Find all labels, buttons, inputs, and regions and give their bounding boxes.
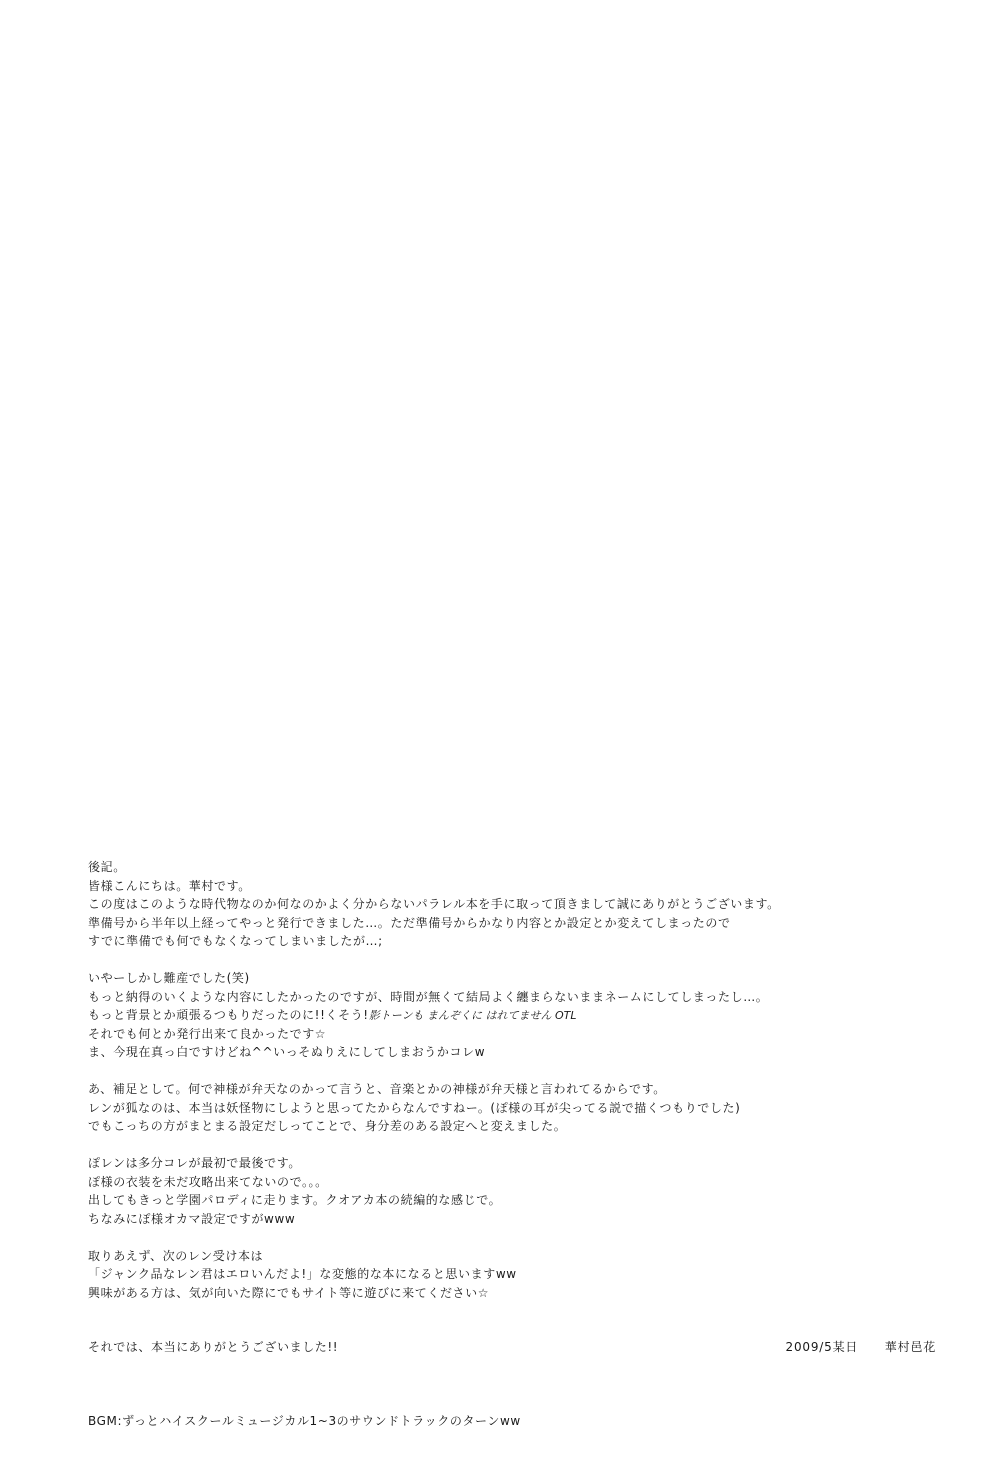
afterword-line: でもこっちの方がまとまる設定だしってことで、身分差のある設定へと変えました。	[88, 1119, 567, 1133]
paragraph-gap	[88, 951, 848, 970]
afterword-line: 「ジャンク品なレン君はエロいんだよ!」な変態的な本になると思いますww	[88, 1267, 517, 1281]
closing-row	[88, 1338, 936, 1358]
signature	[786, 1338, 936, 1355]
afterword-line: もっと納得のいくような内容にしたかったのですが、時間が無くて結局よく纏まらないままネームにしてしまったし…。	[88, 989, 769, 1004]
paragraph-gap	[88, 1228, 848, 1247]
afterword-line: レンが狐なのは、本当は妖怪物にしようと思ってたからなんですねー。(ぽ様の耳が尖ってる説で描くつもりでした)	[88, 1100, 741, 1115]
afterword-line: すでに準備でも何でもなくなってしまいましたが…;	[88, 934, 383, 948]
paragraph-gap	[88, 1136, 848, 1155]
afterword-line: ぽ様の衣装を未だ攻略出来てないので。。。	[88, 1174, 328, 1189]
afterword-line: 出してもきっと学園パロディに走ります。クオアカ本の続編的な感じで。	[88, 1193, 502, 1207]
signature-name: 華村邑花	[884, 1340, 936, 1354]
signature-date: 2009/5某日	[785, 1340, 859, 1354]
afterword-line: この度はこのような時代物なのか何なのかよく分からないパラレル本を手に取って頂きまして誠にありがとうございます。	[88, 897, 780, 911]
afterword-line: ぽレンは多分コレが最初で最後です。	[88, 1156, 301, 1170]
afterword-line: 皆様こんにちは。華村です。	[88, 878, 251, 893]
afterword-heading: 後記。	[88, 860, 126, 874]
afterword-text	[88, 858, 848, 1302]
afterword-line: 取りあえず、次のレン受け本は	[88, 1248, 264, 1263]
afterword-line: ちなみにぽ様オカマ設定ですがwww	[88, 1211, 296, 1226]
paragraph-gap	[88, 1062, 848, 1081]
afterword-line: いやーしかし難産でした(笑)	[88, 971, 250, 985]
afterword-line-with-note	[88, 1006, 848, 1025]
afterword-line: 興味がある方は、気が向いた際にでもサイト等に遊びに来てください☆	[88, 1285, 490, 1300]
closing-text: それでは、本当にありがとうございました!!	[88, 1340, 339, 1354]
afterword-line-text: もっと背景とか頑張るつもりだったのに!!くそう!	[88, 1008, 369, 1022]
afterword-line: あ、補足として。何で神様が弁天なのかって言うと、音楽とかの神様が弁天様と言われてるからです。	[88, 1082, 666, 1096]
afterword-line: 準備号から半年以上経ってやっと発行できました…。ただ準備号からかなり内容とか設定とか変えてしまったので	[88, 915, 731, 930]
afterword-line: ま、今現在真っ白ですけどね^^いっそぬりえにしてしまおうかコレw	[88, 1045, 486, 1059]
handwritten-note: 影トーンも まんぞくに はれてません OTL	[368, 1009, 577, 1022]
afterword-line: それでも何とか発行出来て良かったです☆	[88, 1026, 327, 1041]
bgm-note: BGM:ずっとハイスクールミュージカル1~3のサウンドトラックのターンww	[88, 1414, 521, 1428]
